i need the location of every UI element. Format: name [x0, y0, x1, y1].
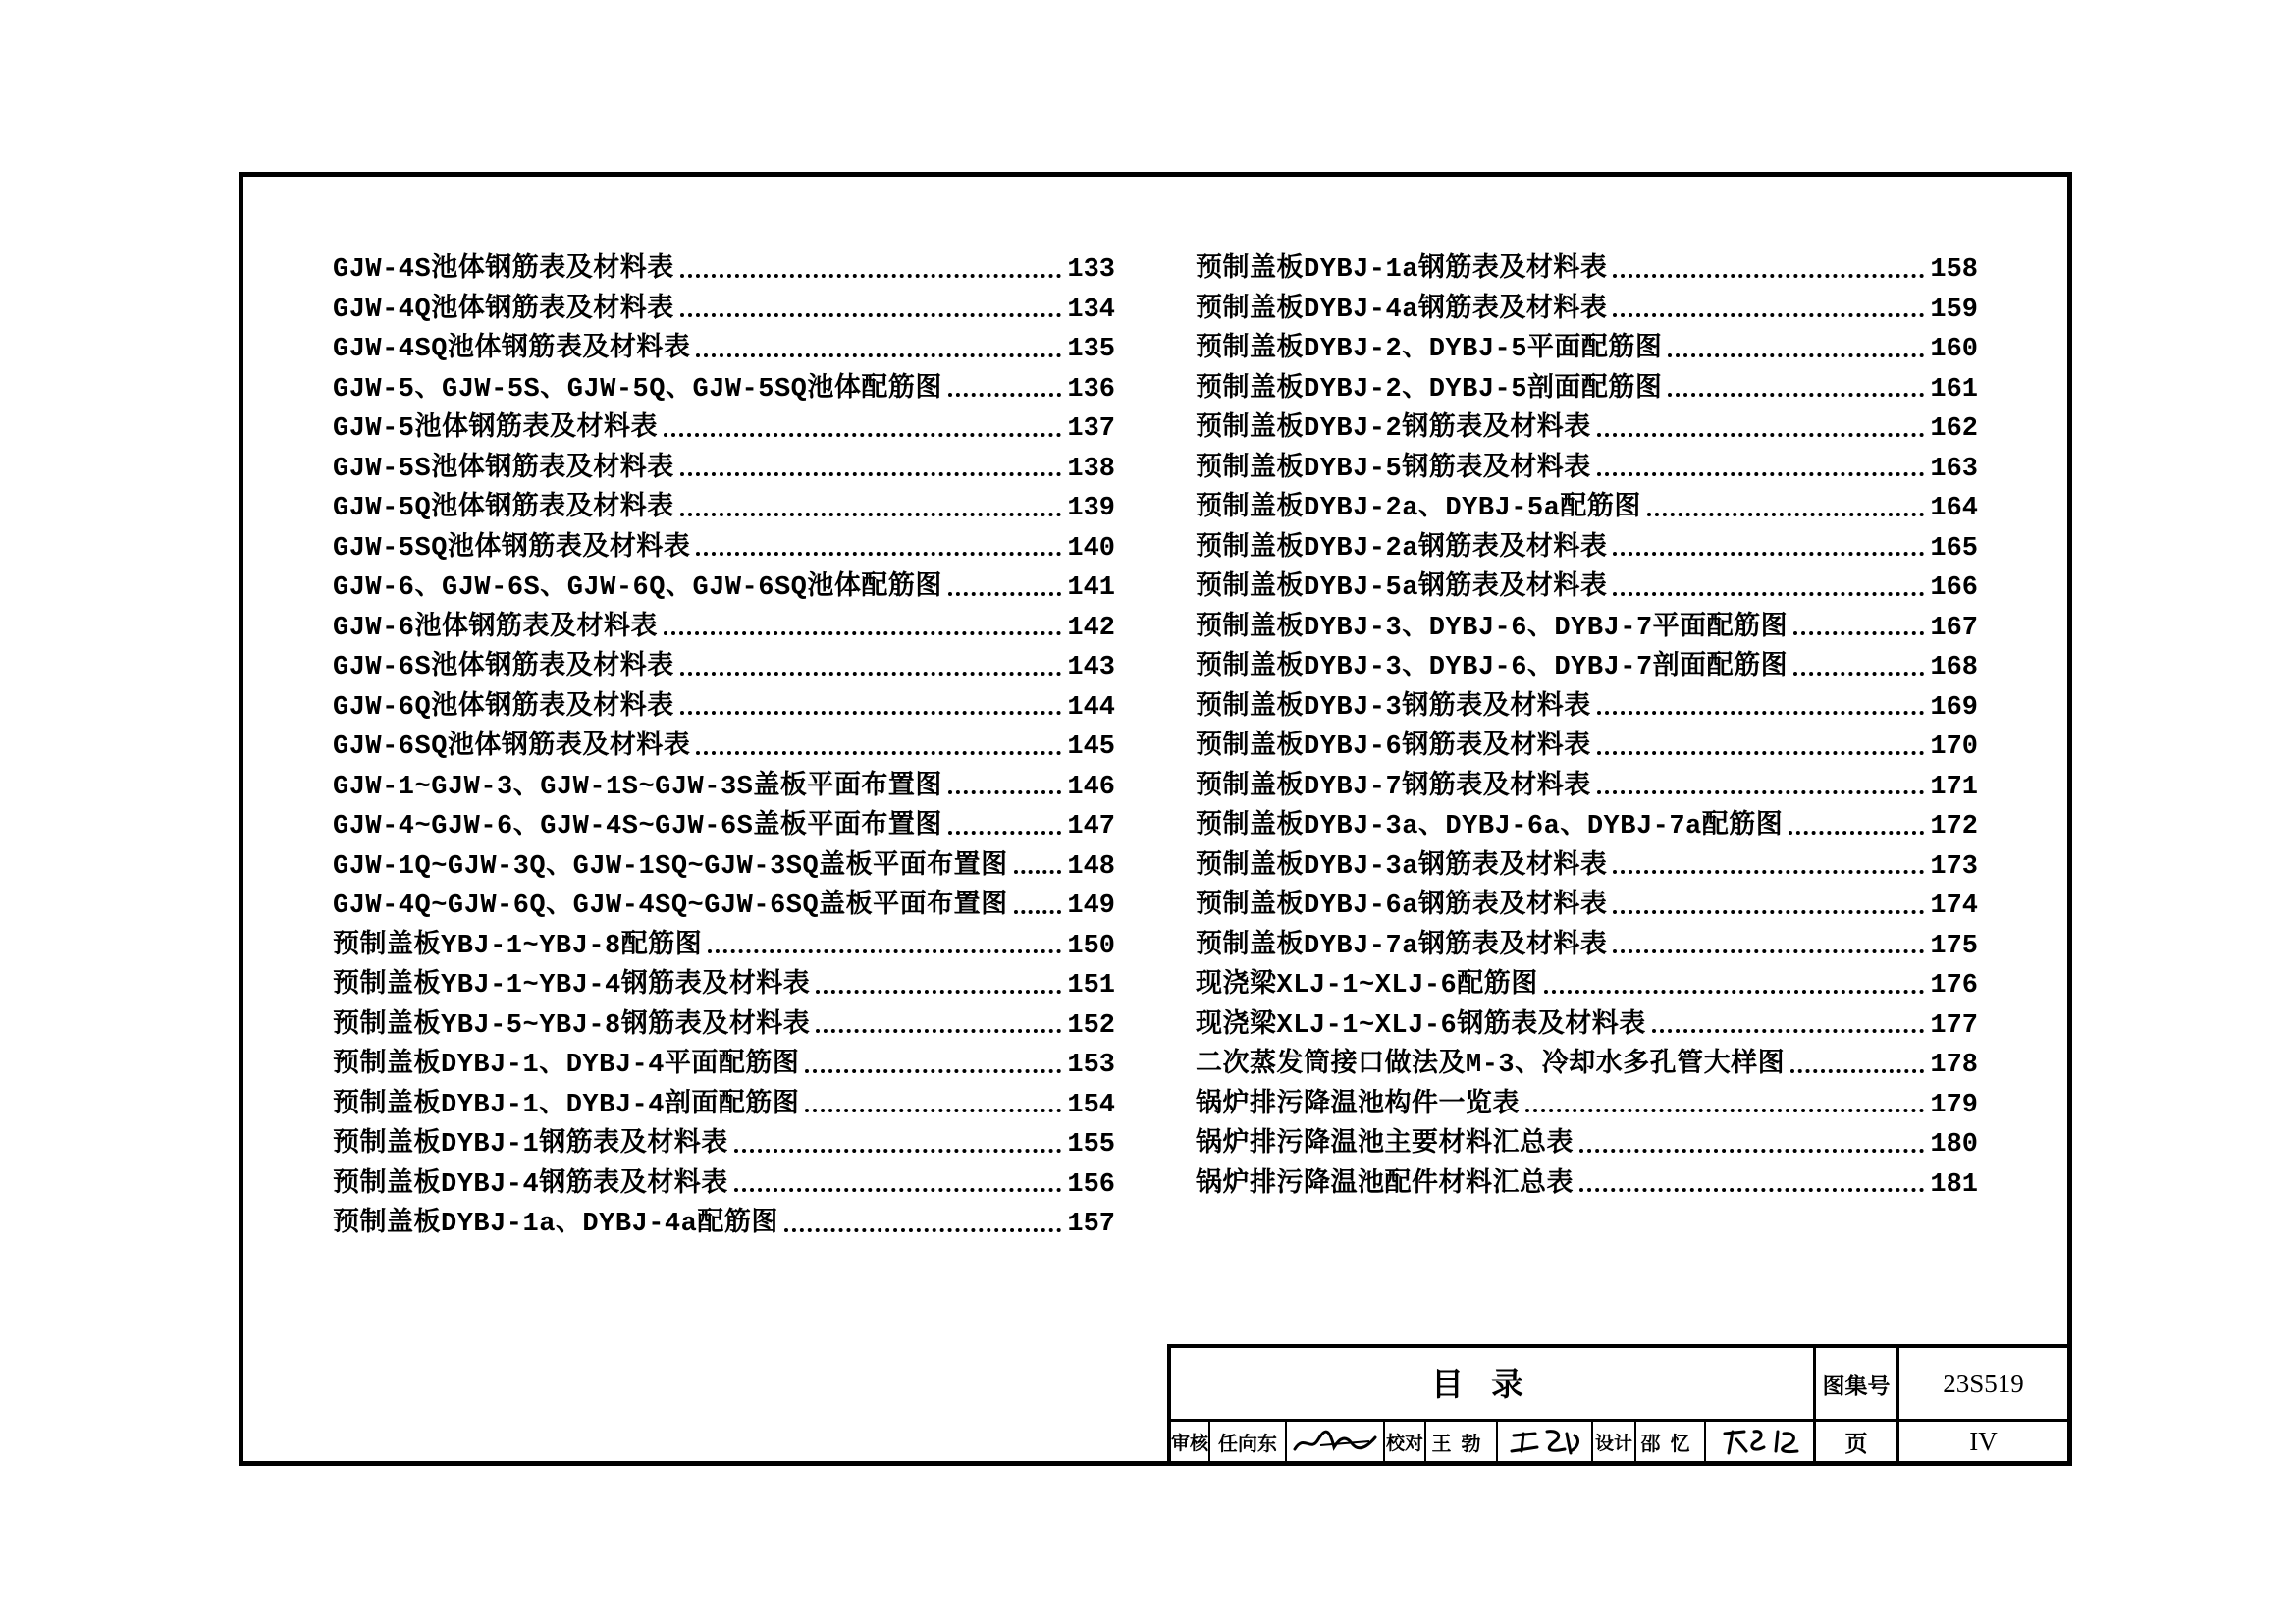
- toc-entry-page: 154: [1067, 1090, 1115, 1120]
- toc-entry-title: GJW-6SQ池体钢筋表及材料表: [333, 732, 691, 762]
- toc-left-column: [333, 250, 1115, 1245]
- toc-entry-page: 181: [1930, 1169, 1978, 1200]
- designer-name: 邵忆: [1640, 1431, 1700, 1455]
- toc-entry-page: 179: [1930, 1090, 1978, 1120]
- toc-entry-title: GJW-6Q池体钢筋表及材料表: [333, 692, 674, 723]
- toc-entry-title: 预制盖板DYBJ-5a钢筋表及材料表: [1196, 573, 1608, 603]
- atlas-number-label: 图集号: [1822, 1373, 1891, 1399]
- toc-dot-leader: [1014, 870, 1062, 874]
- toc-dot-leader: [1544, 990, 1925, 994]
- toc-dot-leader: [1597, 790, 1925, 794]
- toc-entry: [1196, 768, 1978, 808]
- toc-entry-title: 预制盖板DYBJ-3a钢筋表及材料表: [1196, 851, 1608, 882]
- toc-entry-page: 180: [1930, 1130, 1978, 1160]
- toc-entry: [333, 728, 1115, 768]
- toc-dot-leader: [1613, 552, 1924, 556]
- toc-dot-leader: [805, 1069, 1061, 1073]
- toc-dot-leader: [1668, 353, 1924, 357]
- toc-entry-title: GJW-5SQ池体钢筋表及材料表: [333, 533, 691, 564]
- toc-entry-title: GJW-5S池体钢筋表及材料表: [333, 454, 674, 484]
- toc-dot-leader: [816, 990, 1061, 994]
- toc-dot-leader: [1014, 910, 1062, 914]
- toc-dot-leader: [680, 711, 1062, 715]
- toc-entry: [1196, 966, 1978, 1006]
- toc-entry-title: 锅炉排污降温池构件一览表: [1196, 1090, 1520, 1120]
- toc-dot-leader: [680, 274, 1062, 278]
- toc-entry-title: GJW-6S池体钢筋表及材料表: [333, 653, 674, 682]
- toc-dot-leader: [1613, 274, 1924, 278]
- toc-dot-leader: [1579, 1188, 1924, 1192]
- toc-entry-page: 153: [1067, 1051, 1115, 1080]
- toc-entry-page: 176: [1930, 971, 1978, 1001]
- checker-signature: [1498, 1422, 1591, 1461]
- toc-entry-page: 136: [1067, 374, 1115, 405]
- toc-entry-page: 169: [1930, 692, 1978, 723]
- toc-entry: [333, 450, 1115, 490]
- toc-dot-leader: [1613, 870, 1924, 874]
- toc-dot-leader: [664, 631, 1061, 635]
- toc-entry-page: 137: [1067, 414, 1115, 444]
- toc-entry: [333, 409, 1115, 450]
- page-number: IV: [1969, 1426, 1998, 1456]
- toc-entry: [1196, 250, 1978, 291]
- toc-entry-page: 147: [1067, 812, 1115, 841]
- toc-dot-leader: [1789, 831, 1924, 835]
- toc-entry-title: 预制盖板YBJ-1~YBJ-4钢筋表及材料表: [333, 971, 811, 1001]
- toc-entry: [1196, 1125, 1978, 1165]
- toc-entry-title: 预制盖板DYBJ-1钢筋表及材料表: [333, 1130, 728, 1160]
- toc-entry-page: 138: [1067, 454, 1115, 484]
- toc-dot-leader: [664, 433, 1061, 437]
- toc-entry-title: 预制盖板DYBJ-6钢筋表及材料表: [1196, 732, 1591, 762]
- toc-entry: [333, 529, 1115, 569]
- toc-entry-page: 159: [1930, 295, 1978, 325]
- toc-entry-title: 预制盖板DYBJ-1、DYBJ-4平面配筋图: [333, 1051, 800, 1080]
- toc-entry-title: 预制盖板DYBJ-4钢筋表及材料表: [333, 1169, 728, 1200]
- toc-entry-title: 预制盖板DYBJ-7a钢筋表及材料表: [1196, 931, 1608, 961]
- toc-entry-page: 133: [1067, 255, 1115, 285]
- toc-entry-page: 135: [1067, 335, 1115, 364]
- toc-dot-leader: [680, 672, 1062, 676]
- toc-entry: [333, 330, 1115, 370]
- toc-entry-page: 140: [1067, 533, 1115, 564]
- toc-dot-leader: [948, 790, 1062, 794]
- toc-entry-page: 178: [1930, 1051, 1978, 1080]
- checker-name: 王勃: [1431, 1431, 1491, 1455]
- toc-entry: [1196, 1165, 1978, 1206]
- toc-entry-title: 预制盖板DYBJ-3钢筋表及材料表: [1196, 692, 1591, 723]
- toc-dot-leader: [696, 751, 1061, 755]
- toc-entry-title: 预制盖板DYBJ-2、DYBJ-5剖面配筋图: [1196, 374, 1663, 405]
- toc-entry-title: 预制盖板DYBJ-2钢筋表及材料表: [1196, 414, 1591, 444]
- reviewer-signature: [1287, 1422, 1383, 1461]
- toc-dot-leader: [1790, 1069, 1924, 1073]
- toc-dot-leader: [1597, 711, 1925, 715]
- toc-dot-leader: [708, 949, 1061, 953]
- toc-entry-page: 170: [1930, 732, 1978, 762]
- toc-entry-page: 144: [1067, 692, 1115, 723]
- toc-entry-title: GJW-5池体钢筋表及材料表: [333, 414, 659, 444]
- toc-entry-page: 168: [1930, 653, 1978, 682]
- toc-entry: [1196, 847, 1978, 888]
- toc-entry-page: 160: [1930, 335, 1978, 364]
- toc-entry-title: 现浇梁XLJ-1~XLJ-6钢筋表及材料表: [1196, 1010, 1646, 1041]
- toc-entry: [1196, 609, 1978, 649]
- toc-entry-page: 158: [1930, 255, 1978, 285]
- toc-entry: [333, 688, 1115, 729]
- toc-dot-leader: [1525, 1109, 1924, 1112]
- toc-dot-leader: [680, 472, 1062, 476]
- toc-entry-page: 171: [1930, 772, 1978, 802]
- toc-entry: [333, 1205, 1115, 1245]
- toc-entry-title: 预制盖板YBJ-1~YBJ-8配筋图: [333, 931, 703, 961]
- toc-entry-title: GJW-6池体钢筋表及材料表: [333, 613, 659, 643]
- toc-entry-page: 150: [1067, 931, 1115, 961]
- toc-dot-leader: [948, 393, 1062, 397]
- page-label: 页: [1844, 1431, 1868, 1457]
- toc-entry: [1196, 370, 1978, 410]
- atlas-number: 23S519: [1943, 1368, 2024, 1398]
- toc-entry: [1196, 728, 1978, 768]
- toc-entry: [1196, 409, 1978, 450]
- toc-entry-title: 锅炉排污降温池配件材料汇总表: [1196, 1169, 1574, 1200]
- toc-entry-title: 预制盖板YBJ-5~YBJ-8钢筋表及材料表: [333, 1010, 811, 1041]
- toc-entry-title: 预制盖板DYBJ-3、DYBJ-6、DYBJ-7剖面配筋图: [1196, 653, 1789, 682]
- toc-entry: [333, 1125, 1115, 1165]
- toc-entry-title: GJW-4S池体钢筋表及材料表: [333, 255, 674, 285]
- toc-dot-leader: [734, 1149, 1062, 1153]
- toc-entry: [333, 648, 1115, 688]
- toc-entry-title: 预制盖板DYBJ-3、DYBJ-6、DYBJ-7平面配筋图: [1196, 613, 1789, 643]
- toc-entry: [333, 250, 1115, 291]
- toc-dot-leader: [734, 1188, 1062, 1192]
- toc-entry: [1196, 489, 1978, 529]
- toc-dot-leader: [1793, 631, 1924, 635]
- toc-entry: [333, 847, 1115, 888]
- toc-entry: [1196, 529, 1978, 569]
- toc-entry-title: 预制盖板DYBJ-6a钢筋表及材料表: [1196, 892, 1608, 921]
- designer-signature: [1706, 1422, 1813, 1461]
- toc-dot-leader: [696, 552, 1061, 556]
- toc-entry: [333, 1006, 1115, 1047]
- toc-entry: [333, 807, 1115, 847]
- toc-entry-page: 172: [1930, 812, 1978, 841]
- toc-entry-page: 152: [1067, 1010, 1115, 1041]
- toc-entry: [333, 966, 1115, 1006]
- toc-dot-leader: [1613, 313, 1924, 317]
- toc-entry: [1196, 568, 1978, 609]
- toc-entry: [1196, 688, 1978, 729]
- toc-entry: [1196, 1006, 1978, 1047]
- toc-dot-leader: [948, 592, 1062, 596]
- toc-dot-leader: [680, 313, 1062, 317]
- toc-dot-leader: [1613, 949, 1924, 953]
- toc-entry-page: 145: [1067, 732, 1115, 762]
- toc-entry-page: 166: [1930, 573, 1978, 603]
- toc-entry-page: 156: [1067, 1169, 1115, 1200]
- toc-entry-title: 预制盖板DYBJ-1a、DYBJ-4a配筋图: [333, 1210, 778, 1239]
- toc-entry-title: GJW-4~GJW-6、GJW-4S~GJW-6S盖板平面布置图: [333, 812, 942, 841]
- toc-entry-page: 141: [1067, 573, 1115, 603]
- toc-entry: [1196, 1046, 1978, 1086]
- toc-entry-title: 预制盖板DYBJ-2a、DYBJ-5a配筋图: [1196, 494, 1641, 523]
- toc-entry: [333, 370, 1115, 410]
- toc-dot-leader: [816, 1029, 1061, 1033]
- toc-entry: [1196, 330, 1978, 370]
- toc-dot-leader: [1613, 592, 1924, 596]
- toc-entry: [1196, 1086, 1978, 1126]
- toc-entry-page: 149: [1067, 892, 1115, 921]
- toc-dot-leader: [1652, 1029, 1925, 1033]
- toc-entry: [1196, 807, 1978, 847]
- toc-entry: [333, 291, 1115, 331]
- toc-entry-page: 148: [1067, 851, 1115, 882]
- toc-entry: [333, 1165, 1115, 1206]
- toc-entry-page: 146: [1067, 772, 1115, 802]
- toc-entry-page: 175: [1930, 931, 1978, 961]
- toc-entry-title: GJW-5、GJW-5S、GJW-5Q、GJW-5SQ池体配筋图: [333, 374, 942, 405]
- toc-entry-page: 164: [1930, 494, 1978, 523]
- toc-entry: [333, 568, 1115, 609]
- toc-dot-leader: [1793, 672, 1924, 676]
- toc-entry: [333, 887, 1115, 927]
- toc-entry-page: 173: [1930, 851, 1978, 882]
- toc-entry-page: 163: [1930, 454, 1978, 484]
- toc-dot-leader: [1597, 751, 1925, 755]
- toc-entry: [1196, 648, 1978, 688]
- toc-entry-title: 预制盖板DYBJ-1、DYBJ-4剖面配筋图: [333, 1090, 800, 1120]
- toc-entry: [333, 927, 1115, 967]
- toc-entry-title: GJW-1Q~GJW-3Q、GJW-1SQ~GJW-3SQ盖板平面布置图: [333, 851, 1008, 882]
- toc-dot-leader: [1597, 433, 1925, 437]
- toc-entry: [1196, 887, 1978, 927]
- toc-entry-page: 167: [1930, 613, 1978, 643]
- toc-entry-page: 139: [1067, 494, 1115, 523]
- toc-entry-page: 161: [1930, 374, 1978, 405]
- toc-dot-leader: [784, 1228, 1062, 1232]
- toc-entry-title: GJW-4Q~GJW-6Q、GJW-4SQ~GJW-6SQ盖板平面布置图: [333, 892, 1008, 921]
- toc-entry-page: 177: [1930, 1010, 1978, 1041]
- toc-dot-leader: [1613, 910, 1924, 914]
- toc-entry-page: 151: [1067, 971, 1115, 1001]
- toc-right-column: [1196, 250, 1978, 1205]
- toc-entry-title: 预制盖板DYBJ-5钢筋表及材料表: [1196, 454, 1591, 484]
- toc-entry-title: 锅炉排污降温池主要材料汇总表: [1196, 1130, 1574, 1160]
- toc-entry-title: 预制盖板DYBJ-4a钢筋表及材料表: [1196, 295, 1608, 325]
- toc-entry-page: 134: [1067, 295, 1115, 325]
- toc-entry: [333, 1046, 1115, 1086]
- toc-dot-leader: [1647, 513, 1925, 516]
- toc-entry-title: GJW-4Q池体钢筋表及材料表: [333, 295, 674, 325]
- toc-entry-page: 162: [1930, 414, 1978, 444]
- toc-entry-title: 二次蒸发筒接口做法及M-3、冷却水多孔管大样图: [1196, 1051, 1786, 1080]
- toc-entry-title: GJW-5Q池体钢筋表及材料表: [333, 494, 674, 523]
- toc-entry: [333, 768, 1115, 808]
- toc-entry: [1196, 927, 1978, 967]
- toc-entry-page: 142: [1067, 613, 1115, 643]
- toc-dot-leader: [696, 353, 1061, 357]
- toc-entry-title: 预制盖板DYBJ-1a钢筋表及材料表: [1196, 255, 1608, 285]
- toc-dot-leader: [1579, 1149, 1924, 1153]
- toc-entry-title: 预制盖板DYBJ-3a、DYBJ-6a、DYBJ-7a配筋图: [1196, 812, 1784, 841]
- sheet-title: 目录: [1431, 1365, 1551, 1403]
- toc-entry-page: 143: [1067, 653, 1115, 682]
- toc-dot-leader: [805, 1109, 1061, 1112]
- toc-entry-title: 现浇梁XLJ-1~XLJ-6配筋图: [1196, 971, 1538, 1001]
- title-block: [1167, 1344, 2067, 1461]
- design-label: 设计: [1594, 1432, 1632, 1454]
- check-label: 校对: [1385, 1432, 1423, 1454]
- reviewer-name: 任向东: [1218, 1431, 1277, 1455]
- toc-dot-leader: [680, 513, 1062, 516]
- toc-entry: [333, 609, 1115, 649]
- toc-dot-leader: [1668, 393, 1924, 397]
- toc-entry-page: 155: [1067, 1130, 1115, 1160]
- toc-entry-title: 预制盖板DYBJ-7钢筋表及材料表: [1196, 772, 1591, 802]
- toc-entry-title: GJW-4SQ池体钢筋表及材料表: [333, 335, 691, 364]
- toc-entry: [333, 1086, 1115, 1126]
- toc-entry-page: 165: [1930, 533, 1978, 564]
- toc-entry-page: 157: [1067, 1210, 1115, 1239]
- toc-entry: [333, 489, 1115, 529]
- toc-entry-title: 预制盖板DYBJ-2a钢筋表及材料表: [1196, 533, 1608, 564]
- toc-dot-leader: [948, 831, 1062, 835]
- toc-entry-title: GJW-1~GJW-3、GJW-1S~GJW-3S盖板平面布置图: [333, 772, 942, 802]
- toc-entry-title: 预制盖板DYBJ-2、DYBJ-5平面配筋图: [1196, 335, 1663, 364]
- toc-entry-title: GJW-6、GJW-6S、GJW-6Q、GJW-6SQ池体配筋图: [333, 573, 942, 603]
- toc-entry: [1196, 291, 1978, 331]
- toc-entry: [1196, 450, 1978, 490]
- toc-entry-page: 174: [1930, 892, 1978, 921]
- toc-dot-leader: [1597, 472, 1925, 476]
- review-label: 审核: [1171, 1432, 1209, 1454]
